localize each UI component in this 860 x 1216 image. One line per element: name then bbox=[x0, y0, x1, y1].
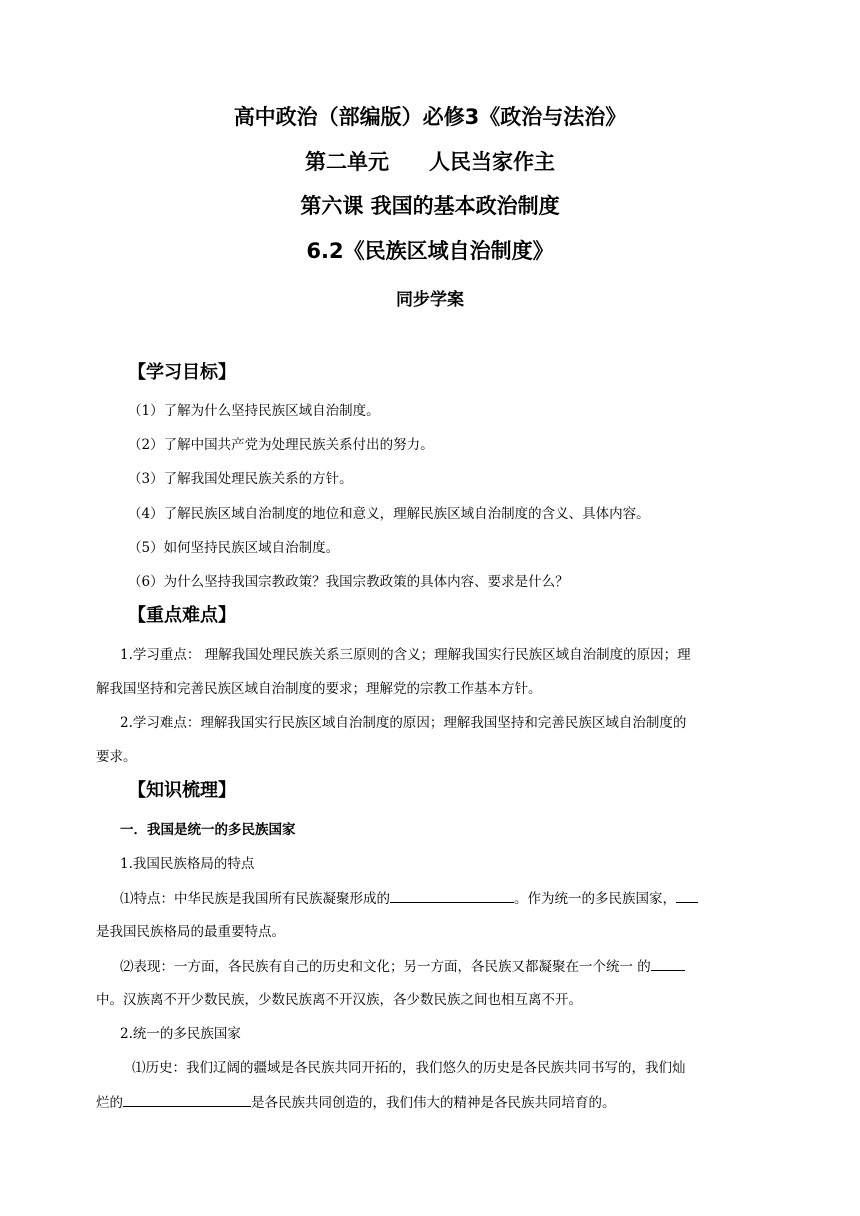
unit-title bbox=[0, 146, 860, 176]
knowledge-line bbox=[120, 956, 685, 977]
fill-blank[interactable] bbox=[123, 1092, 251, 1107]
unit-name: 人民当家作主 bbox=[429, 150, 555, 174]
knowledge-item: 1.我国民族格局的特点 bbox=[120, 856, 255, 872]
lesson-title: 第六课 我国的基本政治制度 bbox=[300, 194, 560, 218]
key-point-line: 1.学习重点： 理解我国处理民族关系三原则的含义；理解我国实行民族区域自治制度的原因；理 bbox=[120, 647, 691, 663]
document-subtitle: 同步学案 bbox=[396, 290, 464, 310]
objectives-heading: 【学习目标】 bbox=[128, 362, 236, 383]
unit-number: 第二单元 bbox=[305, 150, 389, 174]
objective-item: （4）了解民族区域自治制度的地位和意义，理解民族区域自治制度的含义、具体内容。 bbox=[128, 506, 650, 522]
fill-blank[interactable] bbox=[651, 956, 685, 971]
text-segment: ⑴特点：中华民族是我国所有民族凝聚形成的 bbox=[120, 891, 390, 907]
knowledge-line: ⑴历史：我们辽阔的疆域是各民族共同开拓的，我们悠久的历史是各民族共同书写的，我们灿 bbox=[132, 1060, 686, 1076]
knowledge-line bbox=[120, 888, 698, 909]
text-segment: 烂的 bbox=[96, 1095, 123, 1111]
key-point-line: 2.学习难点：理解我国实行民族区域自治制度的原因；理解我国坚持和完善民族区域自治制度的 bbox=[120, 715, 687, 731]
knowledge-heading: 【知识梳理】 bbox=[128, 780, 236, 801]
objective-item: （2）了解中国共产党为处理民族关系付出的努力。 bbox=[128, 437, 434, 453]
section-title: 6.2《民族区域自治制度》 bbox=[306, 239, 554, 263]
fill-blank[interactable] bbox=[676, 888, 698, 903]
text-segment: 。作为统一的多民族国家， bbox=[514, 891, 676, 907]
document-title: 高中政治（部编版）必修3《政治与法治》 bbox=[233, 105, 627, 129]
objective-item: （6）为什么坚持我国宗教政策？我国宗教政策的具体内容、要求是什么？ bbox=[128, 574, 569, 590]
text-segment: 是各民族共同创造的，我们伟大的精神是各民族共同培育的。 bbox=[251, 1095, 616, 1111]
text-segment: ⑵表现：一方面，各民族有自己的历史和文化；另一方面，各民族又都凝聚在一个统一 的 bbox=[120, 959, 651, 975]
objective-item: （1）了解为什么坚持民族区域自治制度。 bbox=[128, 403, 380, 419]
key-points-heading: 【重点难点】 bbox=[128, 605, 236, 626]
knowledge-line: 中。汉族离不开少数民族，少数民族离不开汉族，各少数民族之间也相互离不开。 bbox=[96, 992, 582, 1008]
knowledge-item: 2.统一的多民族国家 bbox=[120, 1026, 241, 1042]
key-point-line: 要求。 bbox=[96, 749, 137, 765]
knowledge-subheading: 一．我国是统一的多民族国家 bbox=[120, 822, 296, 838]
objective-item: （5）如何坚持民族区域自治制度。 bbox=[128, 540, 340, 556]
knowledge-line bbox=[96, 1092, 616, 1113]
key-point-line: 解我国坚持和完善民族区域自治制度的要求；理解党的宗教工作基本方针。 bbox=[96, 681, 542, 697]
knowledge-line: 是我国民族格局的最重要特点。 bbox=[96, 924, 285, 940]
fill-blank[interactable] bbox=[390, 888, 514, 903]
objective-item: （3）了解我国处理民族关系的方针。 bbox=[128, 471, 353, 487]
